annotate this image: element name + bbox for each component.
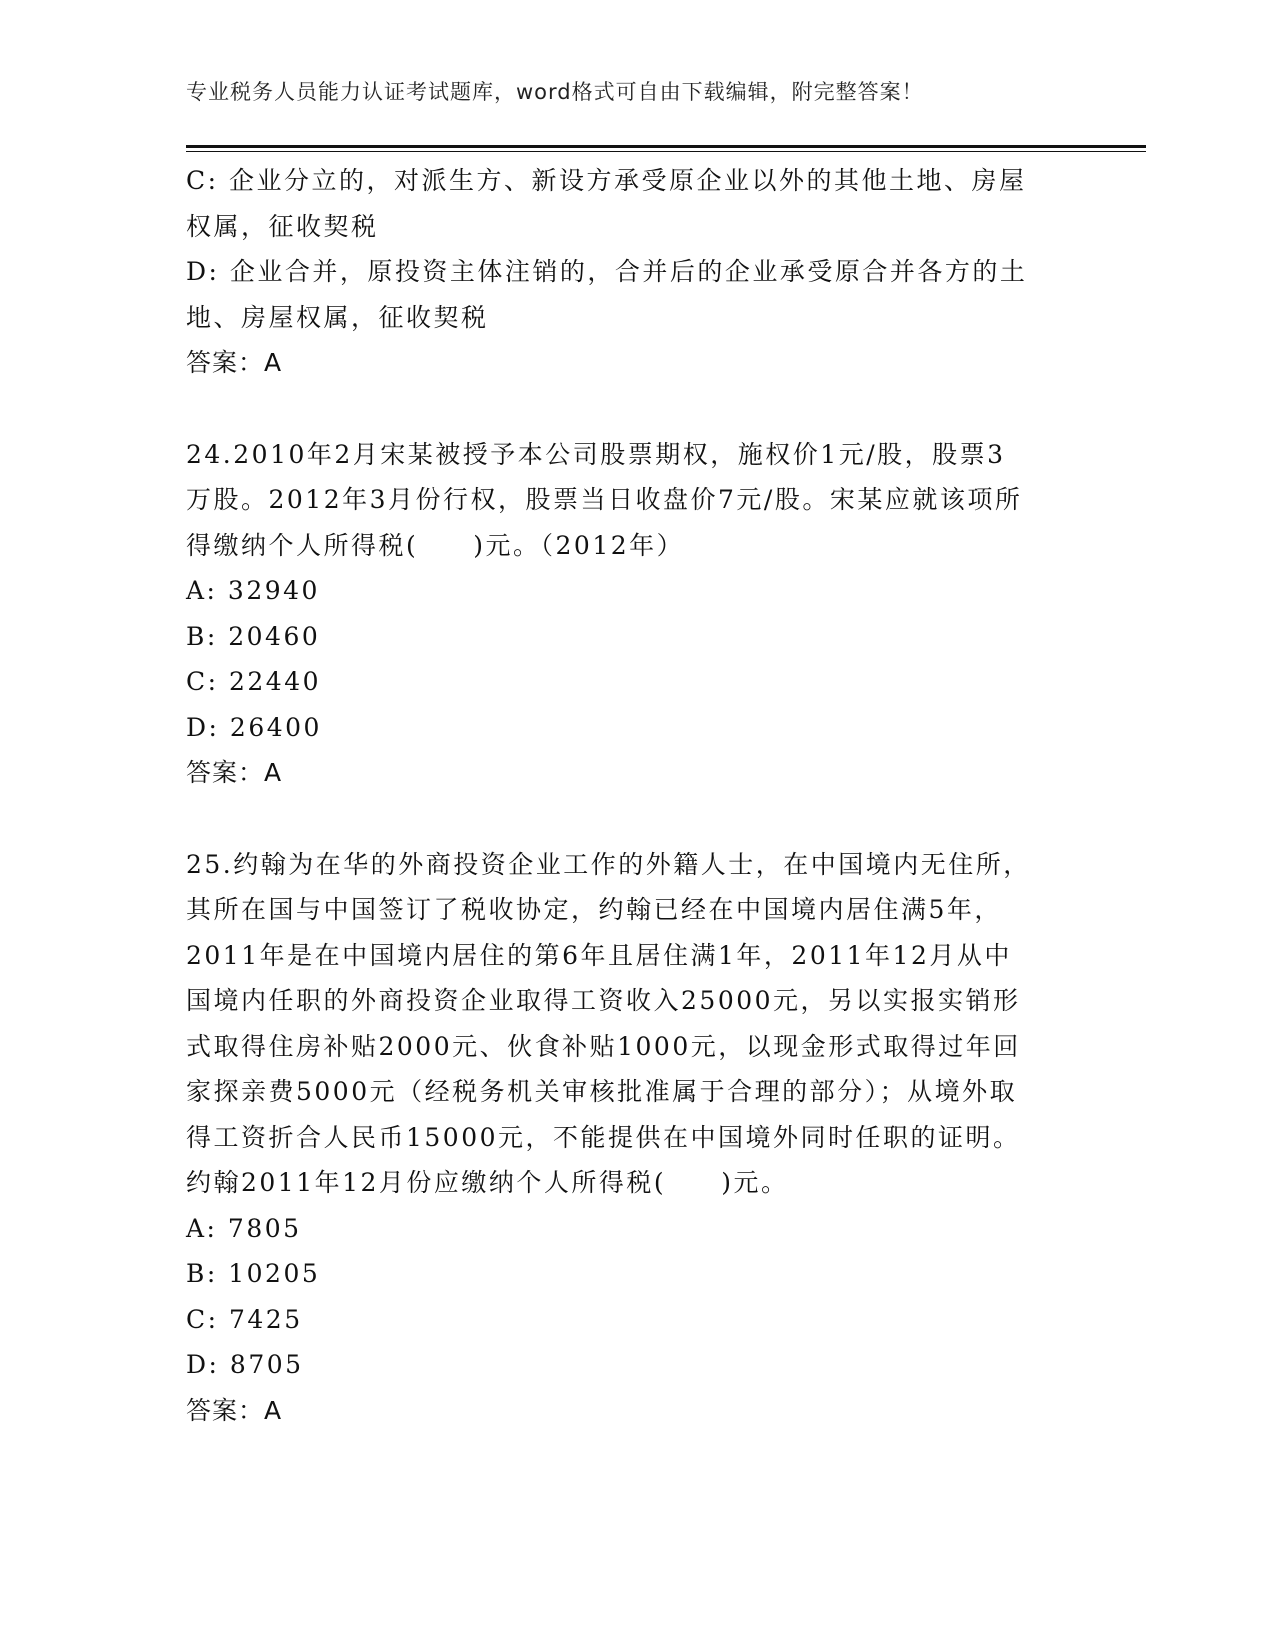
option-c-cont: 权属，征收契税 (186, 211, 379, 241)
question-stem-line: 家探亲费5000元（经税务机关审核批准属于合理的部分）；从境外取 (186, 1077, 1018, 1106)
header-rule-thin (186, 151, 1146, 152)
question-23 (186, 158, 1086, 386)
header-rule-thick (186, 145, 1146, 148)
question-stem-line: 24.2010年2月宋某被授予本公司股票期权，施权价1元/股，股票3 (186, 439, 1006, 469)
option-d-cont: 地、房屋权属，征收契税 (186, 302, 489, 332)
answer: 答案：A (186, 758, 283, 787)
question-stem-line: 万股。2012年3月份行权，股票当日收盘价7元/股。宋某应就该项所 (186, 485, 1023, 514)
option-c: C: 企业分立的，对派生方、新设方承受原企业以外的其他土地、房屋 (186, 166, 1027, 195)
option-d: D: 8705 (186, 1350, 304, 1379)
question-25 (186, 842, 1086, 1434)
question-stem-line: 式取得住房补贴2000元、伙食补贴1000元，以现金形式取得过年回 (186, 1031, 1021, 1061)
question-stem-line: 其所在国与中国签订了税收协定，约翰已经在中国境内居住满5年， (186, 895, 1002, 924)
question-stem-line: 得工资折合人民币15000元，不能提供在中国境外同时任职的证明。 (186, 1122, 1021, 1152)
option-c: C: 22440 (186, 667, 322, 696)
question-stem-line: 2011年是在中国境内居住的第6年且居住满1年，2011年12月从中 (186, 940, 1012, 970)
question-stem-line: 得缴纳个人所得税( )元。（2012年） (186, 530, 685, 560)
question-stem-line: 约翰2011年12月份应缴纳个人所得税( )元。 (186, 1168, 789, 1197)
option-c: C: 7425 (186, 1304, 303, 1334)
question-content (186, 158, 1086, 1433)
option-d: D: 企业合并，原投资主体注销的，合并后的企业承受原合并各方的土 (186, 257, 1028, 286)
option-a: A: 32940 (186, 576, 320, 605)
answer: 答案：A (186, 348, 283, 377)
page-header: 专业税务人员能力认证考试题库，word格式可自由下载编辑，附完整答案！ (186, 80, 924, 104)
question-stem-line: 国境内任职的外商投资企业取得工资收入25000元，另以实报实销形 (186, 986, 1021, 1015)
option-a: A: 7805 (186, 1213, 302, 1243)
option-b: B: 20460 (186, 621, 321, 651)
answer: 答案：A (186, 1395, 283, 1425)
option-b: B: 10205 (186, 1259, 321, 1288)
option-d: D: 26400 (186, 712, 322, 742)
question-stem-line: 25.约翰为在华的外商投资企业工作的外籍人士，在中国境内无住所， (186, 849, 1031, 879)
question-24 (186, 432, 1086, 796)
